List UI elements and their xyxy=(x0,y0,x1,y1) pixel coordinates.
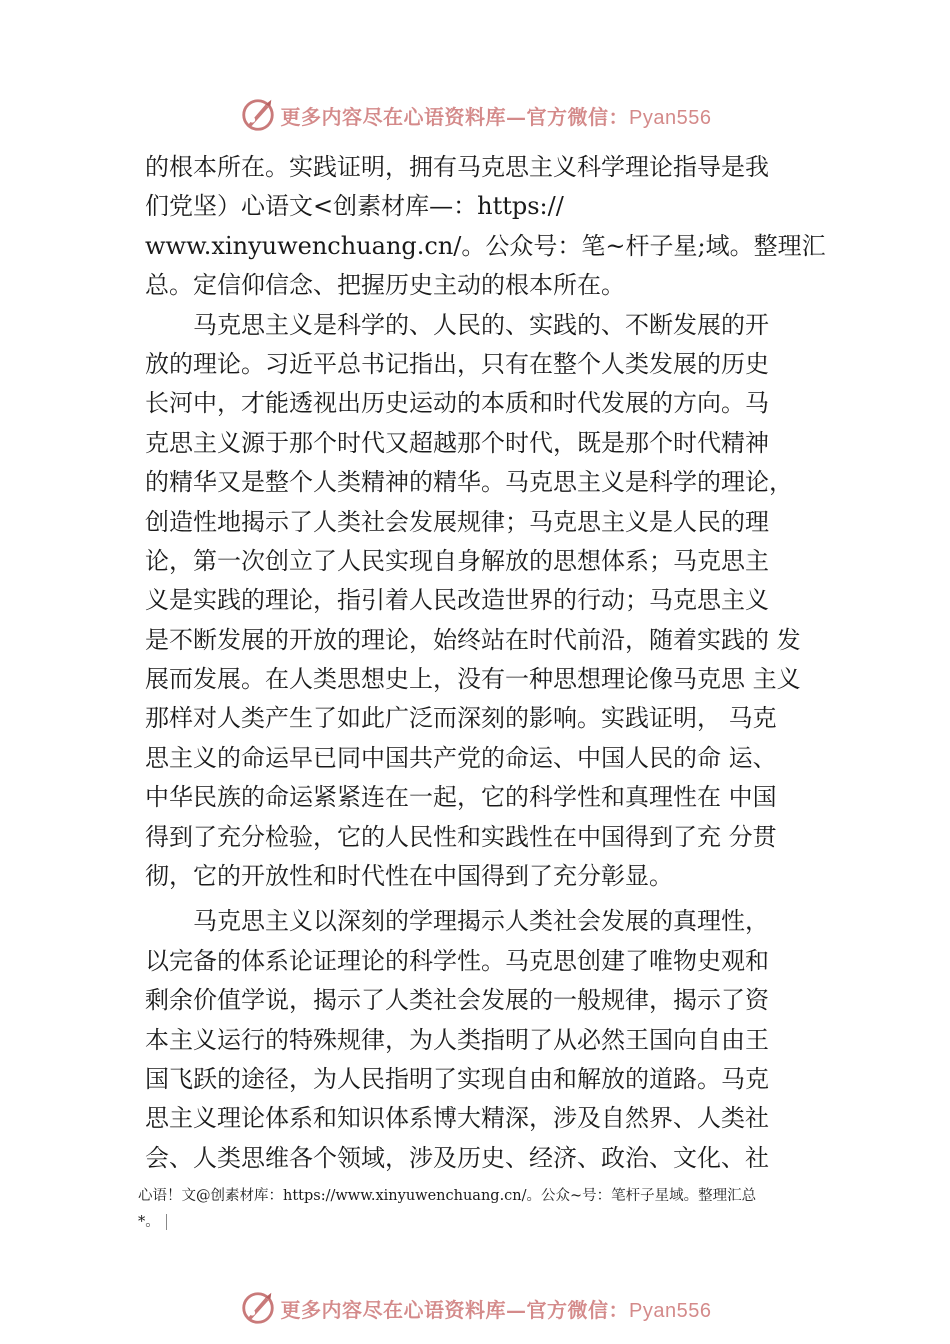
body-line: 思主义的命运早已同中国共产党的命运、中国人民的命 运、 xyxy=(145,743,777,772)
body-line: 放的理论。习近平总书记指出，只有在整个人类发展的历史 xyxy=(145,349,769,378)
wechat-handle: Pyan556 xyxy=(629,106,712,129)
body-line: 论，第一次创立了人民实现自身解放的思想体系；马克思主 xyxy=(145,546,769,575)
header-watermark-banner xyxy=(0,93,950,137)
body-line: 义是实践的理论，指引着人民改造世界的行动；马克思主义 xyxy=(145,586,769,615)
body-line: 克思主义源于那个时代又超越那个时代，既是那个时代精神 xyxy=(145,428,769,457)
body-line: 那样对人类产生了如此广泛而深刻的影响。实践证明， 马克 xyxy=(145,704,777,733)
body-line: 国飞跃的途径，为人民指明了实现自由和解放的道路。马克 xyxy=(145,1064,769,1093)
text-cursor xyxy=(166,1214,167,1230)
body-line: 创造性地揭示了人类社会发展规律；马克思主义是人民的理 xyxy=(145,507,769,536)
wechat-handle: Pyan556 xyxy=(629,1299,712,1322)
footnote-line xyxy=(138,1209,848,1235)
body-line: 思主义理论体系和知识体系博大精深，涉及自然界、人类社 xyxy=(145,1104,769,1133)
body-line: 得到了充分检验，它的人民性和实践性在中国得到了充 分贯 xyxy=(145,822,777,851)
footnote-end: *。 xyxy=(138,1214,160,1230)
body-line: 们党坚）心语文<创素材库—：https:// xyxy=(145,192,564,221)
footnote-line: 心语！文@创素材库：https://www.xinyuwenchuang.cn/。公众~号：笔杆子星域。整理汇总 xyxy=(138,1188,757,1204)
body-line: 剩余价值学说，揭示了人类社会发展的一般规律，揭示了资 xyxy=(145,986,769,1015)
body-line: 的精华又是整个人类精神的精华。马克思主义是科学的理论， xyxy=(145,468,793,497)
body-line: 彻，它的开放性和时代性在中国得到了充分彰显。 xyxy=(145,862,673,891)
quill-pen-logo-icon xyxy=(239,1289,277,1327)
body-line: 中华民族的命运紧紧连在一起，它的科学性和真理性在 中国 xyxy=(145,783,777,812)
body-line: 本主义运行的特殊规律，为人类指明了从必然王国向自由王 xyxy=(145,1025,769,1054)
footer-watermark-banner xyxy=(0,1286,950,1330)
quill-pen-logo-icon xyxy=(239,96,277,134)
body-line: 长河中，才能透视出历史运动的本质和时代发展的方向。马 xyxy=(145,389,769,418)
body-line: 展而发展。在人类思想史上，没有一种思想理论像马克思 主义 xyxy=(145,665,801,694)
body-line: 是不断发展的开放的理论，始终站在时代前沿，随着实践的 发 xyxy=(145,625,801,654)
header-watermark-text: 更多内容尽在心语资料库—官方微信：Pyan556 xyxy=(280,104,712,129)
footer-watermark-text: 更多内容尽在心语资料库—官方微信：Pyan556 xyxy=(280,1297,712,1322)
body-line: 以完备的体系论证理论的科学性。马克思创建了唯物史观和 xyxy=(145,946,769,975)
paragraph-start-line: 马克思主义以深刻的学理揭示人类社会发展的真理性， xyxy=(193,907,769,936)
footnote xyxy=(138,1183,848,1235)
paragraph-start-line: 马克思主义是科学的、人民的、实践的、不断发展的开 xyxy=(193,310,769,339)
body-line: www.xinyuwenchuang.cn/。公众号：笔~杆子星;域。整理汇 xyxy=(145,231,826,260)
document-body xyxy=(145,148,826,1178)
body-line: 的根本所在。实践证明，拥有马克思主义科学理论指导是我 xyxy=(145,153,769,181)
body-line: 会、人类思维各个领域，涉及历史、经济、政治、文化、社 xyxy=(145,1143,769,1172)
body-line: 总。定信仰信念、把握历史主动的根本所在。 xyxy=(145,271,625,300)
